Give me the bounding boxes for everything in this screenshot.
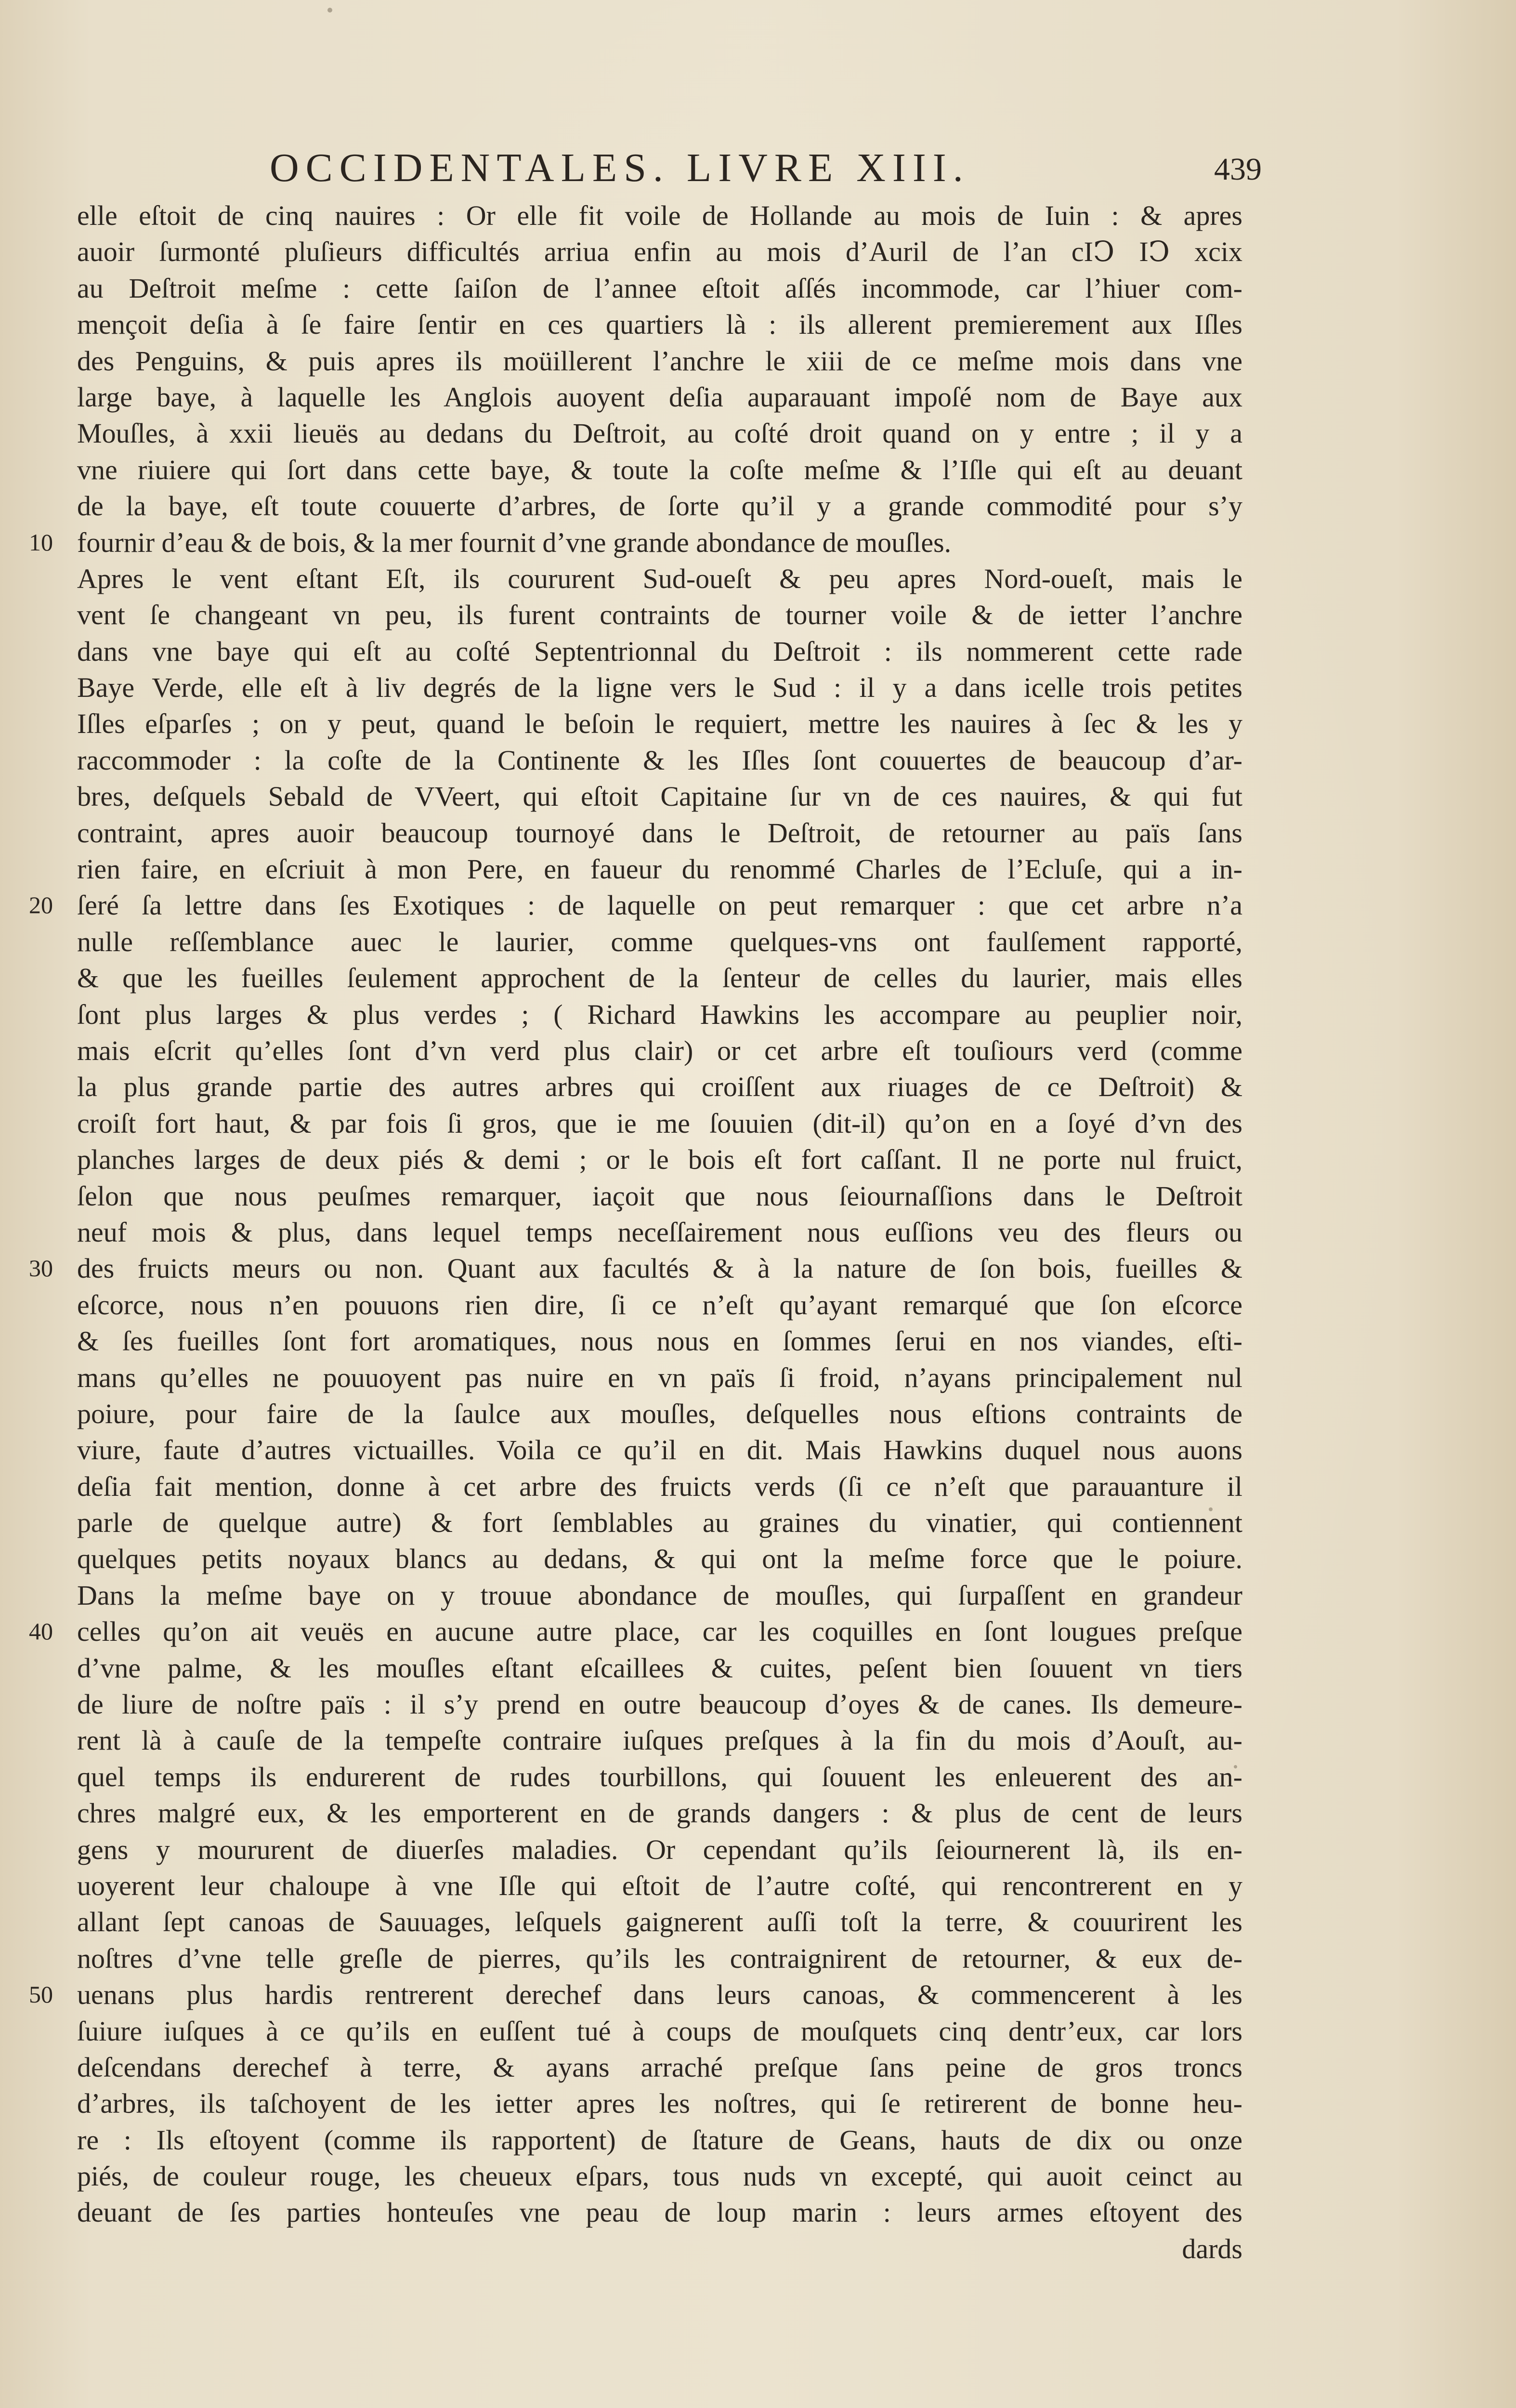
line-text: & ſes fueilles ſont fort aromatiques, nous nous en ſommes ſerui en nos viandes, eſti- xyxy=(77,1325,1242,1357)
paper-speck xyxy=(327,8,332,13)
line-text: bres, deſquels Sebald de VVeert, qui eſtoit Capitaine ſur vn de ces nauires, & qui fut xyxy=(77,781,1242,812)
text-line xyxy=(77,669,1242,706)
line-text: chres malgré eux, & les emporterent en de grands dangers : & plus de cent de leurs xyxy=(77,1797,1242,1829)
text-line xyxy=(77,1722,1242,1758)
text-line xyxy=(77,379,1242,415)
text-line xyxy=(77,1214,1242,1250)
line-text: dans vne baye qui eſt au coſté Septentrionnal du Deſtroit : ils nommerent cette rade xyxy=(77,635,1242,667)
line-text: uenans plus hardis rentrerent derechef dans leurs canoas, & commencerent à les xyxy=(77,1979,1242,2011)
text-line xyxy=(77,1868,1242,1904)
text-line xyxy=(77,597,1242,633)
text-line xyxy=(77,452,1242,488)
line-text: mans qu’elles ne pouuoyent pas nuire en vn païs ſi froid, n’ayans principalement nul xyxy=(77,1361,1242,1393)
text-line xyxy=(77,1904,1242,1940)
text-line xyxy=(77,1468,1242,1505)
page-header xyxy=(270,144,1262,202)
text-line xyxy=(77,488,1242,524)
text-line xyxy=(77,1396,1242,1432)
line-number: 30 xyxy=(29,1255,53,1282)
text-line xyxy=(77,996,1242,1033)
text-line xyxy=(77,1505,1242,1541)
text-line xyxy=(77,1178,1242,1214)
line-number: 20 xyxy=(29,891,53,919)
text-line xyxy=(77,1832,1242,1868)
line-text: contraint, apres auoir beaucoup tournoyé dans le Deſtroit, de retourner au païs ſans xyxy=(77,817,1242,849)
line-text: ſelon que nous peuſmes remarquer, iaçoit que nous ſeiournaſſions dans le Deſtroit xyxy=(77,1180,1242,1212)
text-line xyxy=(77,1795,1242,1831)
line-text: vne riuiere qui ſort dans cette baye, & toute la coſte meſme & l’Iſle qui eſt au deuant xyxy=(77,454,1242,485)
line-text: ſeré ſa lettre dans ſes Exotiques : de laquelle on peut remarquer : que cet arbre n’a xyxy=(77,890,1242,921)
line-text: & que les fueilles ſeulement approchent de la ſenteur de celles du laurier, mais elles xyxy=(77,962,1242,994)
body-text xyxy=(29,197,1242,2267)
paper-speck xyxy=(1209,1507,1213,1511)
line-text: parle de quelque autre) & fort ſemblables au graines du vinatier, qui contiennent xyxy=(77,1507,1242,1539)
line-text: ſuiure iuſques à ce qu’ils en euſſent tué à coups de mouſquets cinq dentr’eux, car lors xyxy=(77,2015,1242,2047)
text-line xyxy=(77,1650,1242,1686)
line-text: uoyerent leur chaloupe à vne Iſle qui eſtoit de l’autre coſté, qui rencontrerent en y xyxy=(77,1870,1242,1901)
line-text: deſcendans derechef à terre, & ayans arraché preſque ſans peine de gros troncs xyxy=(77,2051,1242,2083)
line-text: croiſt fort haut, & par fois ſi gros, que ie me ſouuien (dit-il) qu’on en a ſoyé d’vn des xyxy=(77,1107,1242,1139)
text-line xyxy=(77,197,1242,234)
text-line xyxy=(77,851,1242,887)
line-text: gens y moururent de diuerſes maladies. Or cependant qu’ils ſeiournerent là, ils en- xyxy=(77,1833,1242,1865)
line-text: allant ſept canoas de Sauuages, leſquels gaignerent auſſi toſt la terre, & couurirent les xyxy=(77,1906,1242,1938)
line-number: 10 xyxy=(29,528,53,556)
text-line xyxy=(77,270,1242,306)
line-number: 50 xyxy=(29,1981,53,2008)
line-text: noſtres d’vne telle greſle de pierres, qu’ils les contraignirent de retourner, & eux de- xyxy=(77,1942,1242,1974)
catchword-line xyxy=(77,2231,1242,2267)
line-text: des fruicts meurs ou non. Quant aux facultés & à la nature de ſon bois, fueilles & xyxy=(77,1253,1242,1284)
line-text: piés, de couleur rouge, les cheueux eſpars, tous nuds vn excepté, qui auoit ceinct au xyxy=(77,2160,1242,2192)
line-text: Mouſles, à xxii lieuës au dedans du Deſtroit, au coſté droit quand on y entre ; il y a xyxy=(77,418,1242,449)
text-line xyxy=(77,1940,1242,1976)
text-line xyxy=(77,2085,1242,2121)
text-line xyxy=(77,1141,1242,1178)
line-text: mençoit deſia à ſe faire ſentir en ces quartiers là : ils allerent premierement aux Iſles xyxy=(77,309,1242,340)
paper-speck xyxy=(1234,1765,1237,1768)
text-line xyxy=(77,1105,1242,1141)
line-text: deſia fait mention, donne à cet arbre des fruicts verds (ſi ce n’eſt que parauanture il xyxy=(77,1470,1242,1502)
text-line xyxy=(77,633,1242,669)
text-line xyxy=(77,2122,1242,2158)
text-line xyxy=(77,2049,1242,2085)
line-text: fournir d’eau & de bois, & la mer fournit d’vne grande abondance de mouſles. xyxy=(77,526,952,558)
line-text: quel temps ils endurerent de rudes tourbillons, qui ſouuent les enleuerent des an- xyxy=(77,1761,1242,1793)
page-number: 439 xyxy=(1214,152,1262,187)
line-text: nulle reſſemblance auec le laurier, comme quelques-vns ont faulſement rapporté, xyxy=(77,926,1242,957)
text-line xyxy=(77,561,1242,597)
line-text: eſcorce, nous n’en pouuons rien dire, ſi ce n’eſt qu’ayant remarqué que ſon eſcorce xyxy=(77,1289,1242,1321)
text-line xyxy=(77,1577,1242,1613)
text-line xyxy=(77,1069,1242,1105)
line-text: rien faire, en eſcriuit à mon Pere, en faueur du renommé Charles de l’Ecluſe, qui a in- xyxy=(77,853,1242,885)
line-text: Baye Verde, elle eſt à liv degrés de la ligne vers le Sud : il y a dans icelle trois petites xyxy=(77,672,1242,704)
text-line xyxy=(77,1541,1242,1577)
line-text: Dans la meſme baye on y trouue abondance de mouſles, qui ſurpaſſent en grandeur xyxy=(77,1579,1242,1611)
line-text: re : Ils eſtoyent (comme ils rapportent) de ſtature de Geans, hauts de dix ou onze xyxy=(77,2124,1242,2156)
text-line xyxy=(77,2158,1242,2194)
line-text: elle eſtoit de cinq nauires : Or elle fit voile de Hollande au mois de Iuin : & apres xyxy=(77,200,1242,231)
text-line xyxy=(77,924,1242,960)
text-line xyxy=(77,1432,1242,1468)
line-text: la plus grande partie des autres arbres qui croiſſent aux riuages de ce Deſtroit) & xyxy=(77,1071,1242,1103)
catchword: dards xyxy=(1182,2233,1242,2264)
text-line xyxy=(29,1976,1242,2013)
line-text: neuf mois & plus, dans lequel temps neceſſairement nous euſſions veu des fleurs ou xyxy=(77,1216,1242,1248)
text-line xyxy=(77,2194,1242,2230)
line-text: celles qu’on ait veuës en aucune autre place, car les coquilles en ſont lougues preſque xyxy=(77,1616,1242,1648)
text-line xyxy=(77,2013,1242,2049)
text-line xyxy=(77,1686,1242,1722)
line-text: raccommoder : la coſte de la Continente & les Iſles ſont couuertes de beaucoup d’ar- xyxy=(77,744,1242,776)
text-line xyxy=(29,1250,1242,1286)
text-line xyxy=(29,524,1242,561)
text-line xyxy=(77,706,1242,742)
text-line xyxy=(77,815,1242,851)
text-line xyxy=(77,415,1242,451)
text-line xyxy=(29,1613,1242,1649)
text-line xyxy=(29,887,1242,923)
line-text: large baye, à laquelle les Anglois auoyent deſia auparauant impoſé nom de Baye aux xyxy=(77,381,1242,413)
line-text: rent là à cauſe de la tempeſte contraire iuſques preſques à la fin du mois d’Aouſt, au- xyxy=(77,1725,1242,1756)
text-line xyxy=(77,1287,1242,1323)
line-text: d’arbres, ils taſchoyent de les ietter apres les noſtres, qui ſe retirerent de bonne heu- xyxy=(77,2088,1242,2120)
line-text: au Deſtroit meſme : cette ſaiſon de l’annee eſtoit aſſés incommode, car l’hiuer com- xyxy=(77,272,1242,304)
line-text: planches larges de deux piés & demi ; or le bois eſt fort caſſant. Il ne porte nul fruict, xyxy=(77,1144,1242,1176)
text-line xyxy=(77,778,1242,814)
line-text: auoir ſurmonté pluſieurs difficultés arriua enfin au mois d’Auril de l’an cIↃ IↃ xcix xyxy=(77,236,1242,268)
line-text: ſont plus larges & plus verdes ; ( Richard Hawkins les accompare au peuplier noir, xyxy=(77,998,1242,1030)
text-line xyxy=(77,343,1242,379)
line-text: Apres le vent eſtant Eſt, ils coururent Sud-oueſt & peu apres Nord-oueſt, mais le xyxy=(77,563,1242,594)
line-number: 40 xyxy=(29,1618,53,1645)
line-text: deuant de ſes parties honteuſes vne peau de loup marin : leurs armes eſtoyent des xyxy=(77,2197,1242,2228)
line-text: quelques petits noyaux blancs au dedans, & qui ont la meſme force que le poiure. xyxy=(77,1543,1242,1575)
line-text: des Penguins, & puis apres ils moüillerent l’anchre le xiii de ce meſme mois dans vne xyxy=(77,345,1242,377)
text-line xyxy=(77,960,1242,996)
line-text: de la baye, eſt toute couuerte d’arbres, de ſorte qu’il y a grande commodité pour s’y xyxy=(77,490,1242,522)
text-line xyxy=(77,742,1242,778)
line-text: d’vne palme, & les mouſles eſtant eſcaillees & cuites, peſent bien ſouuent vn tiers xyxy=(77,1652,1242,1684)
line-text: Iſles eſparſes ; on y peut, quand le beſoin le requiert, mettre les nauires à ſec & les y xyxy=(77,708,1242,740)
text-line xyxy=(77,1033,1242,1069)
line-text: mais eſcrit qu’elles ſont d’vn verd plus clair) or cet arbre eſt touſiours verd (comme xyxy=(77,1034,1242,1066)
line-text: viure, faute d’autres victuailles. Voila ce qu’il en dit. Mais Hawkins duquel nous auons xyxy=(77,1434,1242,1466)
line-text: de liure de noſtre païs : il s’y prend en outre beaucoup d’oyes & de canes. Ils demeure- xyxy=(77,1688,1242,1720)
text-line xyxy=(77,306,1242,342)
text-line xyxy=(77,234,1242,270)
text-line xyxy=(77,1360,1242,1396)
line-text: poiure, pour faire de la ſaulce aux mouſles, deſquelles nous eſtions contraints de xyxy=(77,1398,1242,1429)
text-line xyxy=(77,1759,1242,1795)
line-text: vent ſe changeant vn peu, ils furent contraints de tourner voile & de ietter l’anchre xyxy=(77,599,1242,631)
running-title: OCCIDENTALES. LIVRE XIII. xyxy=(270,145,970,190)
text-line xyxy=(77,1323,1242,1359)
